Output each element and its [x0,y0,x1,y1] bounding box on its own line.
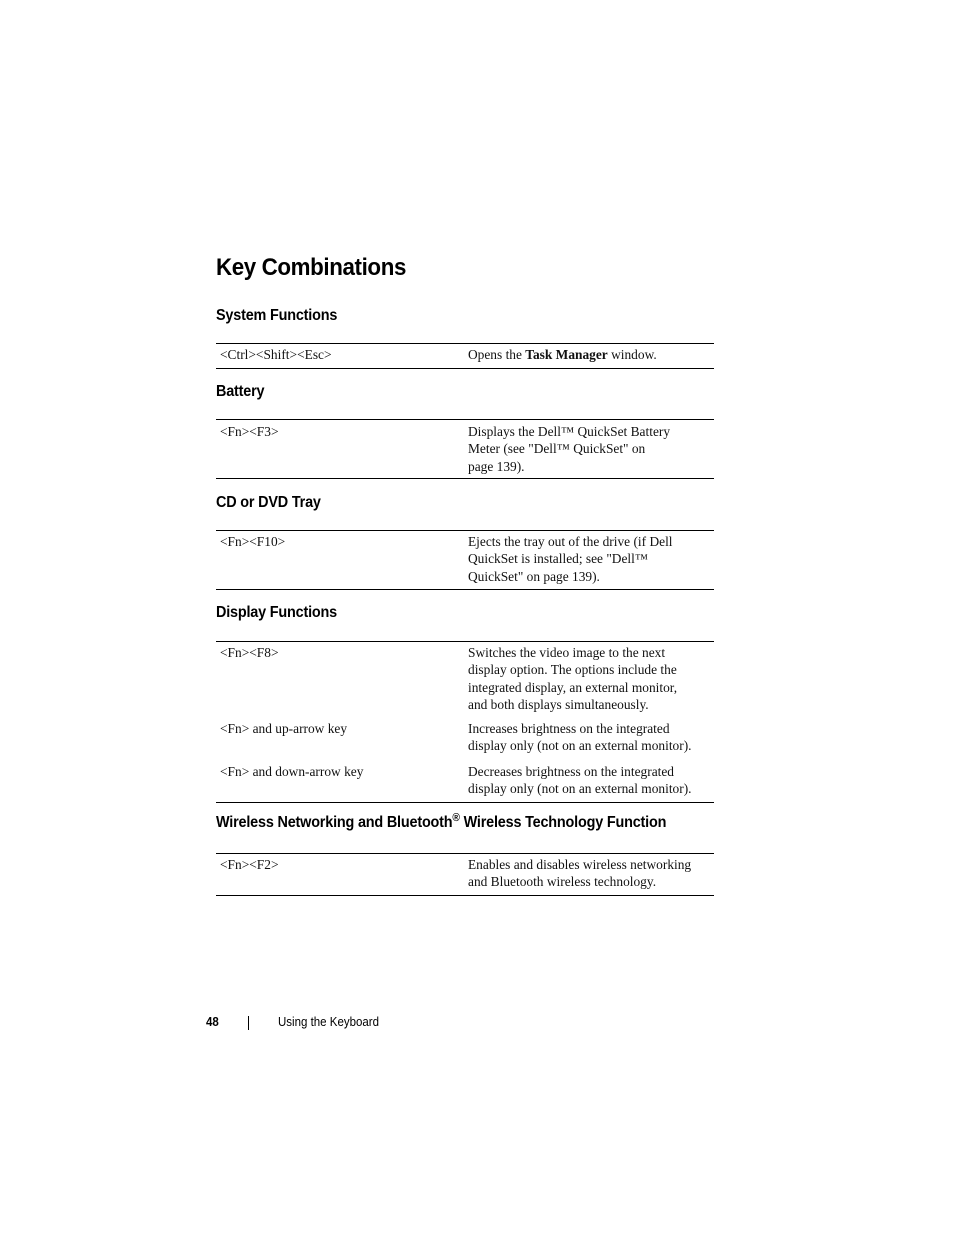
table-row [216,763,714,798]
task-manager-label: Task Manager [525,347,608,362]
key-combination: <Fn> and up-arrow key [220,721,348,737]
table-wireless-bluetooth [216,853,714,896]
description-line: integrated display, an external monitor, [468,679,678,695]
key-combination: <Fn><F3> [220,424,279,439]
description-line: Switches the video image to the next [468,645,666,660]
heading-battery: Battery [216,383,265,400]
table-cd-dvd-tray [216,530,714,590]
registered-mark: ® [452,812,460,824]
description-line: Enables and disables wireless networking [468,857,692,872]
key-combination: <Ctrl><Shift><Esc> [220,347,332,362]
table-system-functions [216,343,714,369]
description-line: Meter (see "Dell™ QuickSet" on [468,441,646,457]
description-line: Decreases brightness on the integrated [468,763,674,779]
heading-system-functions: System Functions [216,307,338,324]
description-line: display option. The options include the [468,662,677,678]
key-combination: <Fn><F8> [220,645,279,660]
key-combination: <Fn><F2> [220,857,279,872]
description-line: and both displays simultaneously. [468,696,649,712]
table-display-functions [216,641,714,803]
key-description [468,533,714,585]
description-line: display only (not on an external monitor). [468,738,692,754]
table-row [216,856,714,891]
table-row [216,533,714,585]
description-line: Increases brightness on the integrated [468,721,670,737]
table-row [216,644,714,713]
description-line: and Bluetooth wireless technology. [468,874,657,890]
page-title: Key Combinations [216,254,406,281]
table-row [216,720,714,755]
table-battery [216,419,714,479]
page-number: 48 [206,1015,219,1029]
heading-text: Wireless Technology Function [459,814,667,831]
description-line: display only (not on an external monitor). [468,781,692,797]
key-combination: <Fn> and down-arrow key [220,763,364,779]
description-text: Opens the [468,347,526,362]
description-line: QuickSet" on page 139). [468,568,600,584]
key-description [468,644,714,713]
description-line: Ejects the tray out of the drive (if Dell [468,534,673,549]
page-footer [0,1015,954,1035]
table-row [216,423,714,475]
description-text: window. [607,347,657,362]
key-description [468,346,714,363]
description-line: page 139). [468,458,525,474]
description-line: QuickSet is installed; see "Dell™ [468,551,648,567]
heading-wireless-bluetooth [216,814,666,832]
description-line: Displays the Dell™ QuickSet Battery [468,424,671,439]
key-description [468,856,714,891]
footer-divider [248,1016,249,1030]
heading-display-functions: Display Functions [216,604,337,621]
key-combination: <Fn><F10> [220,534,286,549]
key-description [468,763,714,798]
footer-section-title: Using the Keyboard [278,1015,380,1029]
heading-cd-dvd-tray: CD or DVD Tray [216,494,321,511]
key-description [468,423,714,475]
table-row [216,346,714,363]
heading-text: Wireless Networking and Bluetooth [216,814,453,831]
key-description [468,720,714,755]
